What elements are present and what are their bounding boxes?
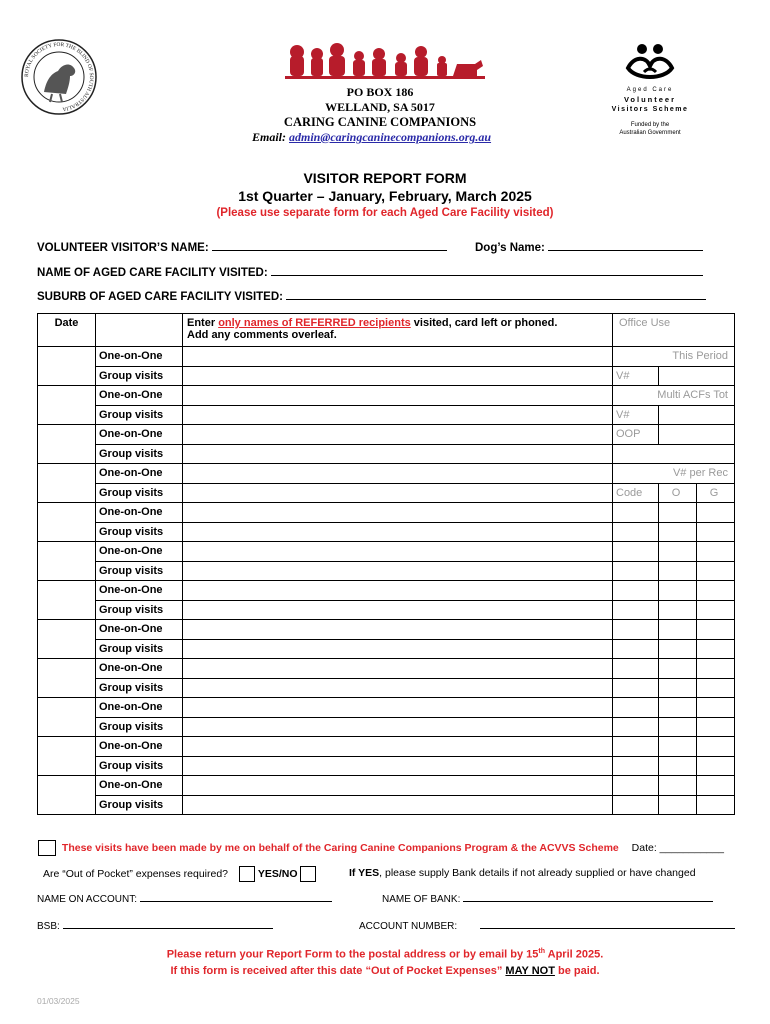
office-cell bbox=[659, 405, 735, 425]
late-notice: If this form is received after this date “Out of Pocket Expenses” MAY NOT be paid. bbox=[170, 965, 600, 977]
office-v1: V# bbox=[613, 366, 659, 386]
table-row bbox=[38, 347, 735, 367]
office-cell bbox=[613, 717, 659, 737]
table-row bbox=[38, 405, 735, 425]
name-on-account-field[interactable]: NAME ON ACCOUNT: bbox=[37, 892, 332, 905]
recipients-cell[interactable] bbox=[183, 483, 613, 503]
one-on-one-label: One-on-One bbox=[96, 737, 183, 757]
office-cell bbox=[613, 444, 735, 464]
table-row bbox=[38, 639, 735, 659]
dog-name-label: Dog’s Name: bbox=[475, 242, 545, 254]
date-cell[interactable] bbox=[38, 776, 96, 815]
group-visits-label: Group visits bbox=[96, 678, 183, 698]
office-cell bbox=[697, 581, 735, 601]
form-note: (Please use separate form for each Aged Care Facility visited) bbox=[216, 207, 554, 219]
group-visits-label: Group visits bbox=[96, 795, 183, 815]
office-cell bbox=[613, 698, 659, 718]
suburb-label: SUBURB OF AGED CARE FACILITY VISITED: bbox=[37, 291, 283, 303]
recipients-cell[interactable] bbox=[183, 795, 613, 815]
one-on-one-label: One-on-One bbox=[96, 425, 183, 445]
declaration-row bbox=[38, 840, 724, 856]
recipients-cell[interactable] bbox=[183, 698, 613, 718]
group-visits-label: Group visits bbox=[96, 522, 183, 542]
office-cell bbox=[613, 776, 659, 796]
date-cell[interactable] bbox=[38, 698, 96, 737]
visitor-name-field[interactable] bbox=[37, 241, 447, 254]
office-cell bbox=[613, 581, 659, 601]
office-cell bbox=[697, 561, 735, 581]
table-row bbox=[38, 600, 735, 620]
group-visits-label: Group visits bbox=[96, 405, 183, 425]
form-subtitle: 1st Quarter – January, February, March 2025 bbox=[238, 188, 532, 204]
email-line bbox=[252, 130, 491, 145]
table-row bbox=[38, 756, 735, 776]
table-row bbox=[38, 542, 735, 562]
office-cell bbox=[659, 639, 697, 659]
office-cell bbox=[613, 639, 659, 659]
office-cell bbox=[697, 756, 735, 776]
instructions-line2: Add any comments overleaf. bbox=[187, 329, 337, 341]
office-cell bbox=[659, 425, 735, 445]
yes-checkbox[interactable] bbox=[239, 866, 255, 882]
recipients-cell[interactable] bbox=[183, 717, 613, 737]
dogs-logo bbox=[285, 42, 485, 82]
recipients-cell[interactable] bbox=[183, 620, 613, 640]
recipients-cell[interactable] bbox=[183, 366, 613, 386]
date-cell[interactable] bbox=[38, 542, 96, 581]
office-this-period: This Period bbox=[613, 347, 735, 367]
facility-name-label: NAME OF AGED CARE FACILITY VISITED: bbox=[37, 267, 268, 279]
office-cell bbox=[697, 678, 735, 698]
table-row bbox=[38, 659, 735, 679]
office-code: Code bbox=[613, 483, 659, 503]
date-cell[interactable] bbox=[38, 347, 96, 386]
funded-line1: Funded by the bbox=[630, 122, 670, 128]
office-cell bbox=[659, 503, 697, 523]
recipients-cell[interactable] bbox=[183, 347, 613, 367]
footer-date: 01/03/2025 bbox=[37, 996, 80, 1006]
office-cell bbox=[659, 600, 697, 620]
visitor-name-label: VOLUNTEER VISITOR’S NAME: bbox=[37, 242, 209, 254]
office-o: O bbox=[659, 483, 697, 503]
recipients-cell[interactable] bbox=[183, 581, 613, 601]
office-cell bbox=[613, 522, 659, 542]
recipients-cell[interactable] bbox=[183, 561, 613, 581]
group-visits-label: Group visits bbox=[96, 561, 183, 581]
declaration-text: These visits have been made by me on behalf of the Caring Canine Companions Program & the ACVVS Scheme bbox=[61, 841, 619, 854]
office-cell bbox=[613, 737, 659, 757]
date-cell[interactable] bbox=[38, 737, 96, 776]
logo-line2: Volunteer bbox=[623, 95, 677, 104]
no-checkbox[interactable] bbox=[300, 866, 316, 882]
table-row bbox=[38, 795, 735, 815]
office-cell bbox=[697, 698, 735, 718]
office-cell bbox=[659, 542, 697, 562]
date-cell[interactable] bbox=[38, 386, 96, 425]
office-cell bbox=[697, 620, 735, 640]
recipients-cell[interactable] bbox=[183, 756, 613, 776]
recipients-cell[interactable] bbox=[183, 737, 613, 757]
recipients-cell[interactable] bbox=[183, 776, 613, 796]
suburb-field[interactable] bbox=[37, 290, 706, 303]
bsb-field[interactable]: BSB: bbox=[37, 919, 273, 932]
group-visits-label: Group visits bbox=[96, 639, 183, 659]
office-cell bbox=[697, 717, 735, 737]
office-cell bbox=[613, 561, 659, 581]
office-cell bbox=[613, 503, 659, 523]
one-on-one-label: One-on-One bbox=[96, 659, 183, 679]
table-row bbox=[38, 737, 735, 757]
office-cell bbox=[697, 522, 735, 542]
office-cell bbox=[659, 717, 697, 737]
office-cell bbox=[697, 503, 735, 523]
office-cell bbox=[659, 581, 697, 601]
bank-name-field[interactable]: NAME OF BANK: bbox=[382, 892, 713, 905]
recipients-cell[interactable] bbox=[183, 444, 613, 464]
office-g: G bbox=[697, 483, 735, 503]
table-row bbox=[38, 698, 735, 718]
recipients-cell[interactable] bbox=[183, 542, 613, 562]
one-on-one-label: One-on-One bbox=[96, 620, 183, 640]
table-row bbox=[38, 717, 735, 737]
date-cell[interactable] bbox=[38, 620, 96, 659]
recipients-cell[interactable] bbox=[183, 522, 613, 542]
expenses-question: Are “Out of Pocket” expenses required? bbox=[43, 867, 229, 880]
one-on-one-label: One-on-One bbox=[96, 503, 183, 523]
office-cell bbox=[659, 678, 697, 698]
table-row bbox=[38, 444, 735, 464]
dog-name-field[interactable] bbox=[475, 241, 703, 254]
funded-line2: Australian Government bbox=[619, 130, 681, 136]
date-header: Date bbox=[38, 314, 96, 347]
office-v-per-rec: V# per Rec bbox=[613, 464, 735, 484]
one-on-one-label: One-on-One bbox=[96, 542, 183, 562]
group-visits-label: Group visits bbox=[96, 756, 183, 776]
acvvs-logo bbox=[600, 42, 700, 142]
declaration-date: Date: ___________ bbox=[631, 841, 724, 854]
office-cell bbox=[613, 678, 659, 698]
instructions-cell: Enter only names of REFERRED recipients visited, card left or phoned. Add any comments overleaf. bbox=[183, 314, 613, 347]
recipients-cell[interactable] bbox=[183, 405, 613, 425]
bank-note: If YES, please supply Bank details if not already supplied or have changed bbox=[349, 867, 696, 879]
table-row bbox=[38, 503, 735, 523]
office-cell bbox=[659, 776, 697, 796]
rsb-seal-logo bbox=[20, 38, 98, 116]
recipients-cell[interactable] bbox=[183, 639, 613, 659]
office-cell bbox=[659, 737, 697, 757]
office-cell bbox=[697, 737, 735, 757]
one-on-one-label: One-on-One bbox=[96, 386, 183, 406]
one-on-one-label: One-on-One bbox=[96, 347, 183, 367]
group-visits-label: Group visits bbox=[96, 366, 183, 386]
office-cell bbox=[659, 366, 735, 386]
account-number-field[interactable]: ACCOUNT NUMBER: bbox=[359, 919, 735, 932]
svg-text:ROYAL SOCIETY FOR THE BLIND OF: ROYAL SOCIETY FOR THE BLIND OF SOUTH AUSTRALIA bbox=[23, 41, 95, 112]
table-row bbox=[38, 366, 735, 386]
office-cell bbox=[613, 795, 659, 815]
po-box: PO BOX 186 bbox=[346, 85, 414, 99]
logo-line3: Visitors Scheme bbox=[611, 106, 689, 113]
declaration-checkbox[interactable] bbox=[38, 840, 56, 856]
org-name: CARING CANINE COMPANIONS bbox=[283, 115, 477, 129]
recipients-cell[interactable] bbox=[183, 659, 613, 679]
yes-no-label: YES/NO bbox=[257, 867, 298, 880]
group-visits-label: Group visits bbox=[96, 444, 183, 464]
office-cell bbox=[697, 542, 735, 562]
office-cell bbox=[613, 600, 659, 620]
form-title: VISITOR REPORT FORM bbox=[303, 170, 467, 186]
table-row bbox=[38, 464, 735, 484]
table-row bbox=[38, 522, 735, 542]
recipients-cell[interactable] bbox=[183, 425, 613, 445]
table-row bbox=[38, 678, 735, 698]
office-cell bbox=[659, 698, 697, 718]
recipients-cell[interactable] bbox=[183, 503, 613, 523]
office-cell bbox=[697, 776, 735, 796]
recipients-cell[interactable] bbox=[183, 464, 613, 484]
one-on-one-label: One-on-One bbox=[96, 698, 183, 718]
facility-name-field[interactable] bbox=[37, 266, 703, 279]
table-row bbox=[38, 581, 735, 601]
office-cell bbox=[659, 756, 697, 776]
one-on-one-label: One-on-One bbox=[96, 464, 183, 484]
date-cell[interactable] bbox=[38, 464, 96, 503]
office-cell bbox=[613, 542, 659, 562]
office-cell bbox=[659, 659, 697, 679]
table-row bbox=[38, 620, 735, 640]
date-cell[interactable] bbox=[38, 503, 96, 542]
email-label: Email: bbox=[252, 130, 287, 144]
office-cell bbox=[697, 639, 735, 659]
office-cell bbox=[613, 659, 659, 679]
office-cell bbox=[697, 795, 735, 815]
date-cell[interactable] bbox=[38, 425, 96, 464]
table-row bbox=[38, 386, 735, 406]
one-on-one-label: One-on-One bbox=[96, 776, 183, 796]
office-cell bbox=[659, 522, 697, 542]
office-cell bbox=[613, 756, 659, 776]
visits-table bbox=[37, 313, 735, 815]
city-address: WELLAND, SA 5017 bbox=[325, 100, 435, 114]
logo-line1: Aged Care bbox=[626, 87, 674, 93]
office-multi: Multi ACFs Tot bbox=[613, 386, 735, 406]
office-cell bbox=[659, 795, 697, 815]
date-cell[interactable] bbox=[38, 581, 96, 620]
return-notice: Please return your Report Form to the postal address or by email by 15th April 2025. bbox=[166, 948, 604, 961]
office-cell bbox=[659, 561, 697, 581]
group-visits-label: Group visits bbox=[96, 600, 183, 620]
table-row bbox=[38, 425, 735, 445]
recipients-cell[interactable] bbox=[183, 386, 613, 406]
hands-icon bbox=[620, 42, 680, 86]
table-row bbox=[38, 561, 735, 581]
recipients-cell[interactable] bbox=[183, 678, 613, 698]
office-v2: V# bbox=[613, 405, 659, 425]
recipients-cell[interactable] bbox=[183, 600, 613, 620]
expenses-row bbox=[43, 866, 316, 882]
table-row bbox=[38, 776, 735, 796]
office-use-header: Office Use bbox=[613, 314, 735, 347]
table-row bbox=[38, 483, 735, 503]
date-cell[interactable] bbox=[38, 659, 96, 698]
one-on-one-label: One-on-One bbox=[96, 581, 183, 601]
office-oop: OOP bbox=[613, 425, 659, 445]
group-visits-label: Group visits bbox=[96, 717, 183, 737]
instructions-red: only names of REFERRED recipients bbox=[218, 317, 411, 329]
office-cell bbox=[697, 659, 735, 679]
group-visits-label: Group visits bbox=[96, 483, 183, 503]
office-cell bbox=[697, 600, 735, 620]
office-cell bbox=[613, 620, 659, 640]
office-cell bbox=[659, 620, 697, 640]
email-link[interactable]: admin@caringcaninecompanions.org.au bbox=[289, 130, 492, 144]
